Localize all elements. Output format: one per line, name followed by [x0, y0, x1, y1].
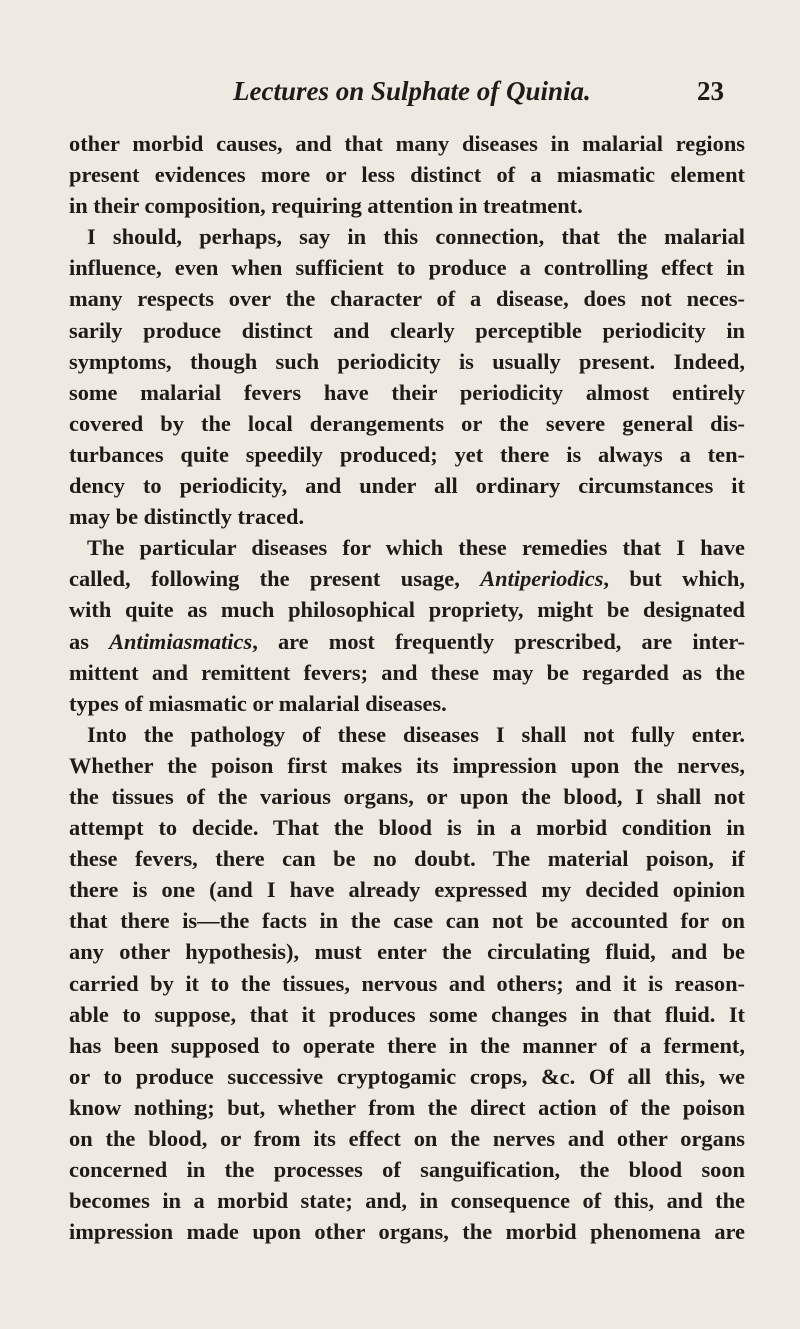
text-line: impression made upon other organs, the morbid phenomena are	[69, 1219, 745, 1245]
text-line: that there is—the facts in the case can not be accounted for on	[69, 908, 745, 934]
text-line: concerned in the processes of sanguification, the blood soon	[69, 1157, 745, 1183]
italic-term: Antiperiodics	[480, 566, 604, 592]
text-line: present evidences more or less distinct of a miasmatic element	[69, 162, 745, 188]
text-line: there is one (and I have already expressed my decided opinion	[69, 877, 745, 903]
running-head	[0, 76, 800, 116]
text-line: these fevers, there can be no doubt. The material poison, if	[69, 846, 745, 872]
text-line: the tissues of the various organs, or upon the blood, I shall not	[69, 783, 745, 809]
running-title: Lectures on Sulphate of Quinia.	[233, 76, 591, 106]
body-text	[69, 128, 745, 1247]
text-line: mittent and remittent fevers; and these may be regarded as the	[69, 659, 745, 685]
italic-term: Antimiasmatics	[109, 628, 253, 654]
text-line: Whether the poison first makes its impression upon the nerves,	[69, 752, 745, 778]
text-line: may be distinctly traced.	[69, 504, 305, 530]
text-line: know nothing; but, whether from the direct action of the poison	[69, 1094, 745, 1120]
text-line: attempt to decide. That the blood is in a morbid condition in	[69, 815, 745, 841]
text-segment: , are most frequently prescribed, are inter-	[252, 628, 745, 654]
text-line: types of miasmatic or malarial diseases.	[69, 690, 447, 716]
text-line	[69, 626, 745, 657]
text-line: sarily produce distinct and clearly perceptible periodicity in	[69, 317, 745, 343]
text-line: I should, perhaps, say in this connection, that the malarial	[87, 224, 745, 250]
text-line: other morbid causes, and that many diseases in malarial regions	[69, 131, 745, 156]
text-line: Into the pathology of these diseases I shall not fully enter.	[87, 721, 745, 747]
text-line: on the blood, or from its effect on the nerves and other organs	[69, 1126, 745, 1151]
text-line: any other hypothesis), must enter the circulating fluid, and be	[69, 939, 745, 965]
text-line: becomes in a morbid state; and, in consequence of this, and the	[69, 1188, 745, 1214]
text-line: symptoms, though such periodicity is usually present. Indeed,	[69, 348, 745, 374]
text-segment: as	[69, 628, 89, 654]
text-line: covered by the local derangements or the severe general dis-	[69, 410, 745, 436]
text-line	[69, 563, 745, 594]
text-segment: , but which,	[603, 566, 745, 592]
page-number: 23	[697, 76, 724, 106]
text-line: able to suppose, that it produces some changes in that fluid. It	[69, 1001, 745, 1027]
text-line: or to produce successive cryptogamic crops, &c. Of all this, we	[69, 1063, 745, 1089]
text-line: turbances quite speedily produced; yet there is always a ten-	[69, 441, 745, 467]
text-line: carried by it to the tissues, nervous and others; and it is reason-	[69, 970, 745, 996]
text-line: some malarial fevers have their periodicity almost entirely	[69, 379, 745, 405]
text-line: influence, even when sufficient to produce a controlling effect in	[69, 255, 745, 281]
text-segment: called, following the present usage,	[69, 566, 460, 592]
text-line: with quite as much philosophical propriety, might be designated	[69, 597, 745, 623]
text-line: dency to periodicity, and under all ordinary circumstances it	[69, 473, 745, 499]
text-line: in their composition, requiring attention in treatment.	[69, 193, 583, 219]
text-line: many respects over the character of a disease, does not neces-	[69, 286, 745, 312]
text-line: has been supposed to operate there in the manner of a ferment,	[69, 1032, 745, 1058]
text-line: The particular diseases for which these remedies that I have	[87, 535, 745, 561]
